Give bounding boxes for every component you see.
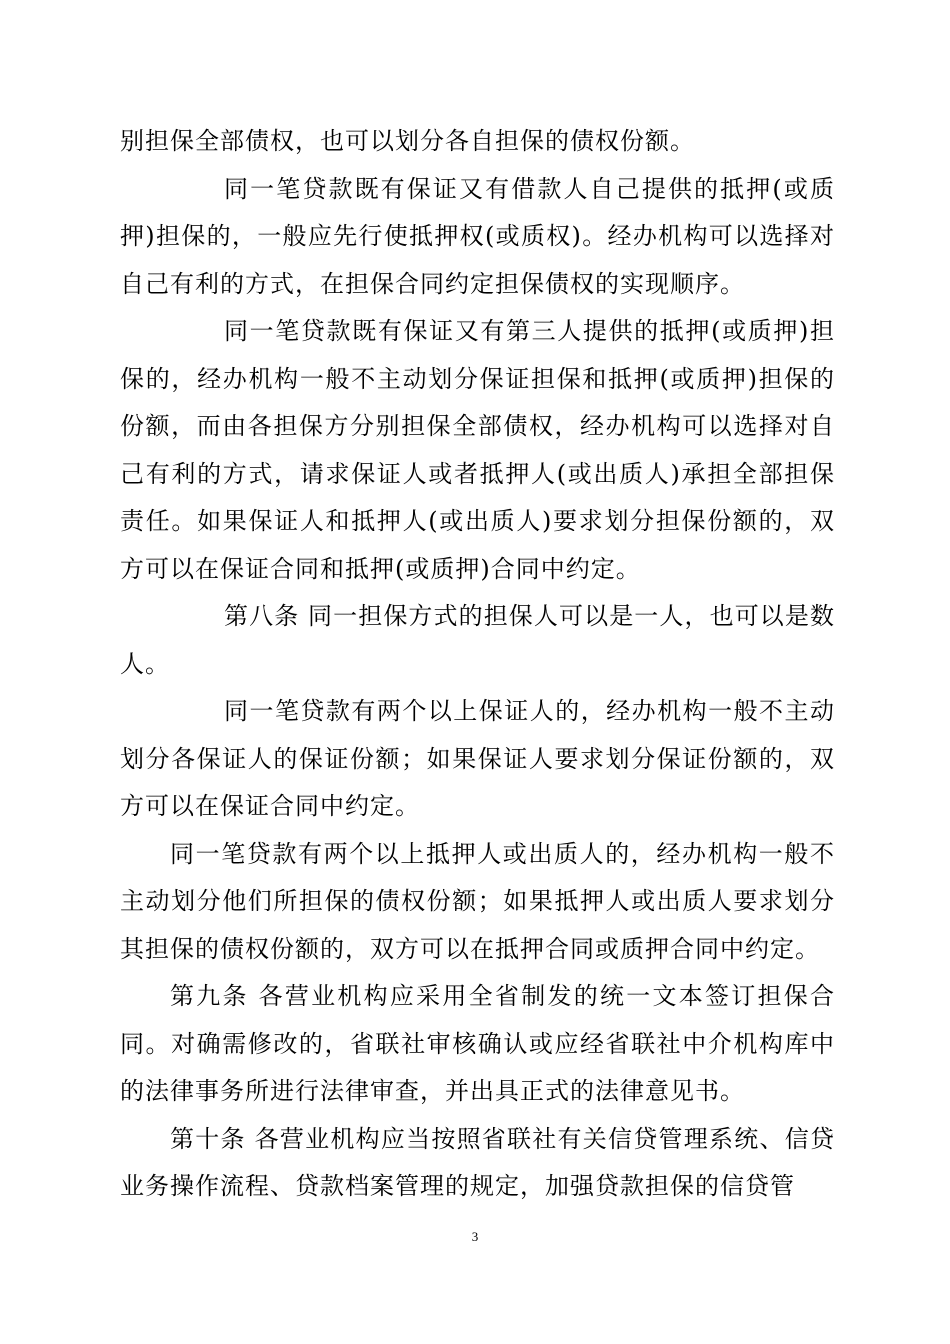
paragraph-guarantee-borrower: 同一笔贷款既有保证又有借款人自己提供的抵押(或质押)担保的，一般应先行使抵押权(或质权)。经办机构可以选择对自己有利的方式，在担保合同约定担保债权的实现顺序。 [120,174,835,298]
paragraph-multiple-mortgagors: 同一笔贷款有两个以上抵押人或出质人的，经办机构一般不主动划分他们所担保的债权份额；如果抵押人或出质人要求划分其担保的债权份额的，双方可以在抵押合同或质押合同中约定。 [120,839,835,963]
paragraph-article-8: 第八条 同一担保方式的担保人可以是一人，也可以是数人。 [120,602,835,678]
paragraph-guarantee-third-party: 同一笔贷款既有保证又有第三人提供的抵押(或质押)担保的，经办机构一般不主动划分保证担保和抵押(或质押)担保的份额，而由各担保方分别担保全部债权，经办机构可以选择对自己有利的方式，请求保证人或者抵押人(或出质人)承担全部担保责任。如果保证人和抵押人(或出质人)要求划分担保份额的，双方可以在保证合同和抵押(或质押)合同中约定。 [120,317,835,583]
paragraph-multiple-guarantors: 同一笔贷款有两个以上保证人的，经办机构一般不主动划分各保证人的保证份额；如果保证人要求划分保证份额的，双方可以在保证合同中约定。 [120,697,835,820]
body-text [120,118,835,1211]
paragraph-article-9: 第九条 各营业机构应采用全省制发的统一文本签订担保合同。对确需修改的，省联社审核确认或应经省联社中介机构库中的法律事务所进行法律审查，并出具正式的法律意见书。 [120,982,835,1105]
page-number: 3 [471,1229,479,1244]
paragraph-continuation: 别担保全部债权，也可以划分各自担保的债权份额。 [120,127,695,155]
paragraph-article-10: 第十条 各营业机构应当按照省联社有关信贷管理系统、信贷业务操作流程、贷款档案管理的规定，加强贷款担保的信贷管 [120,1124,835,1200]
